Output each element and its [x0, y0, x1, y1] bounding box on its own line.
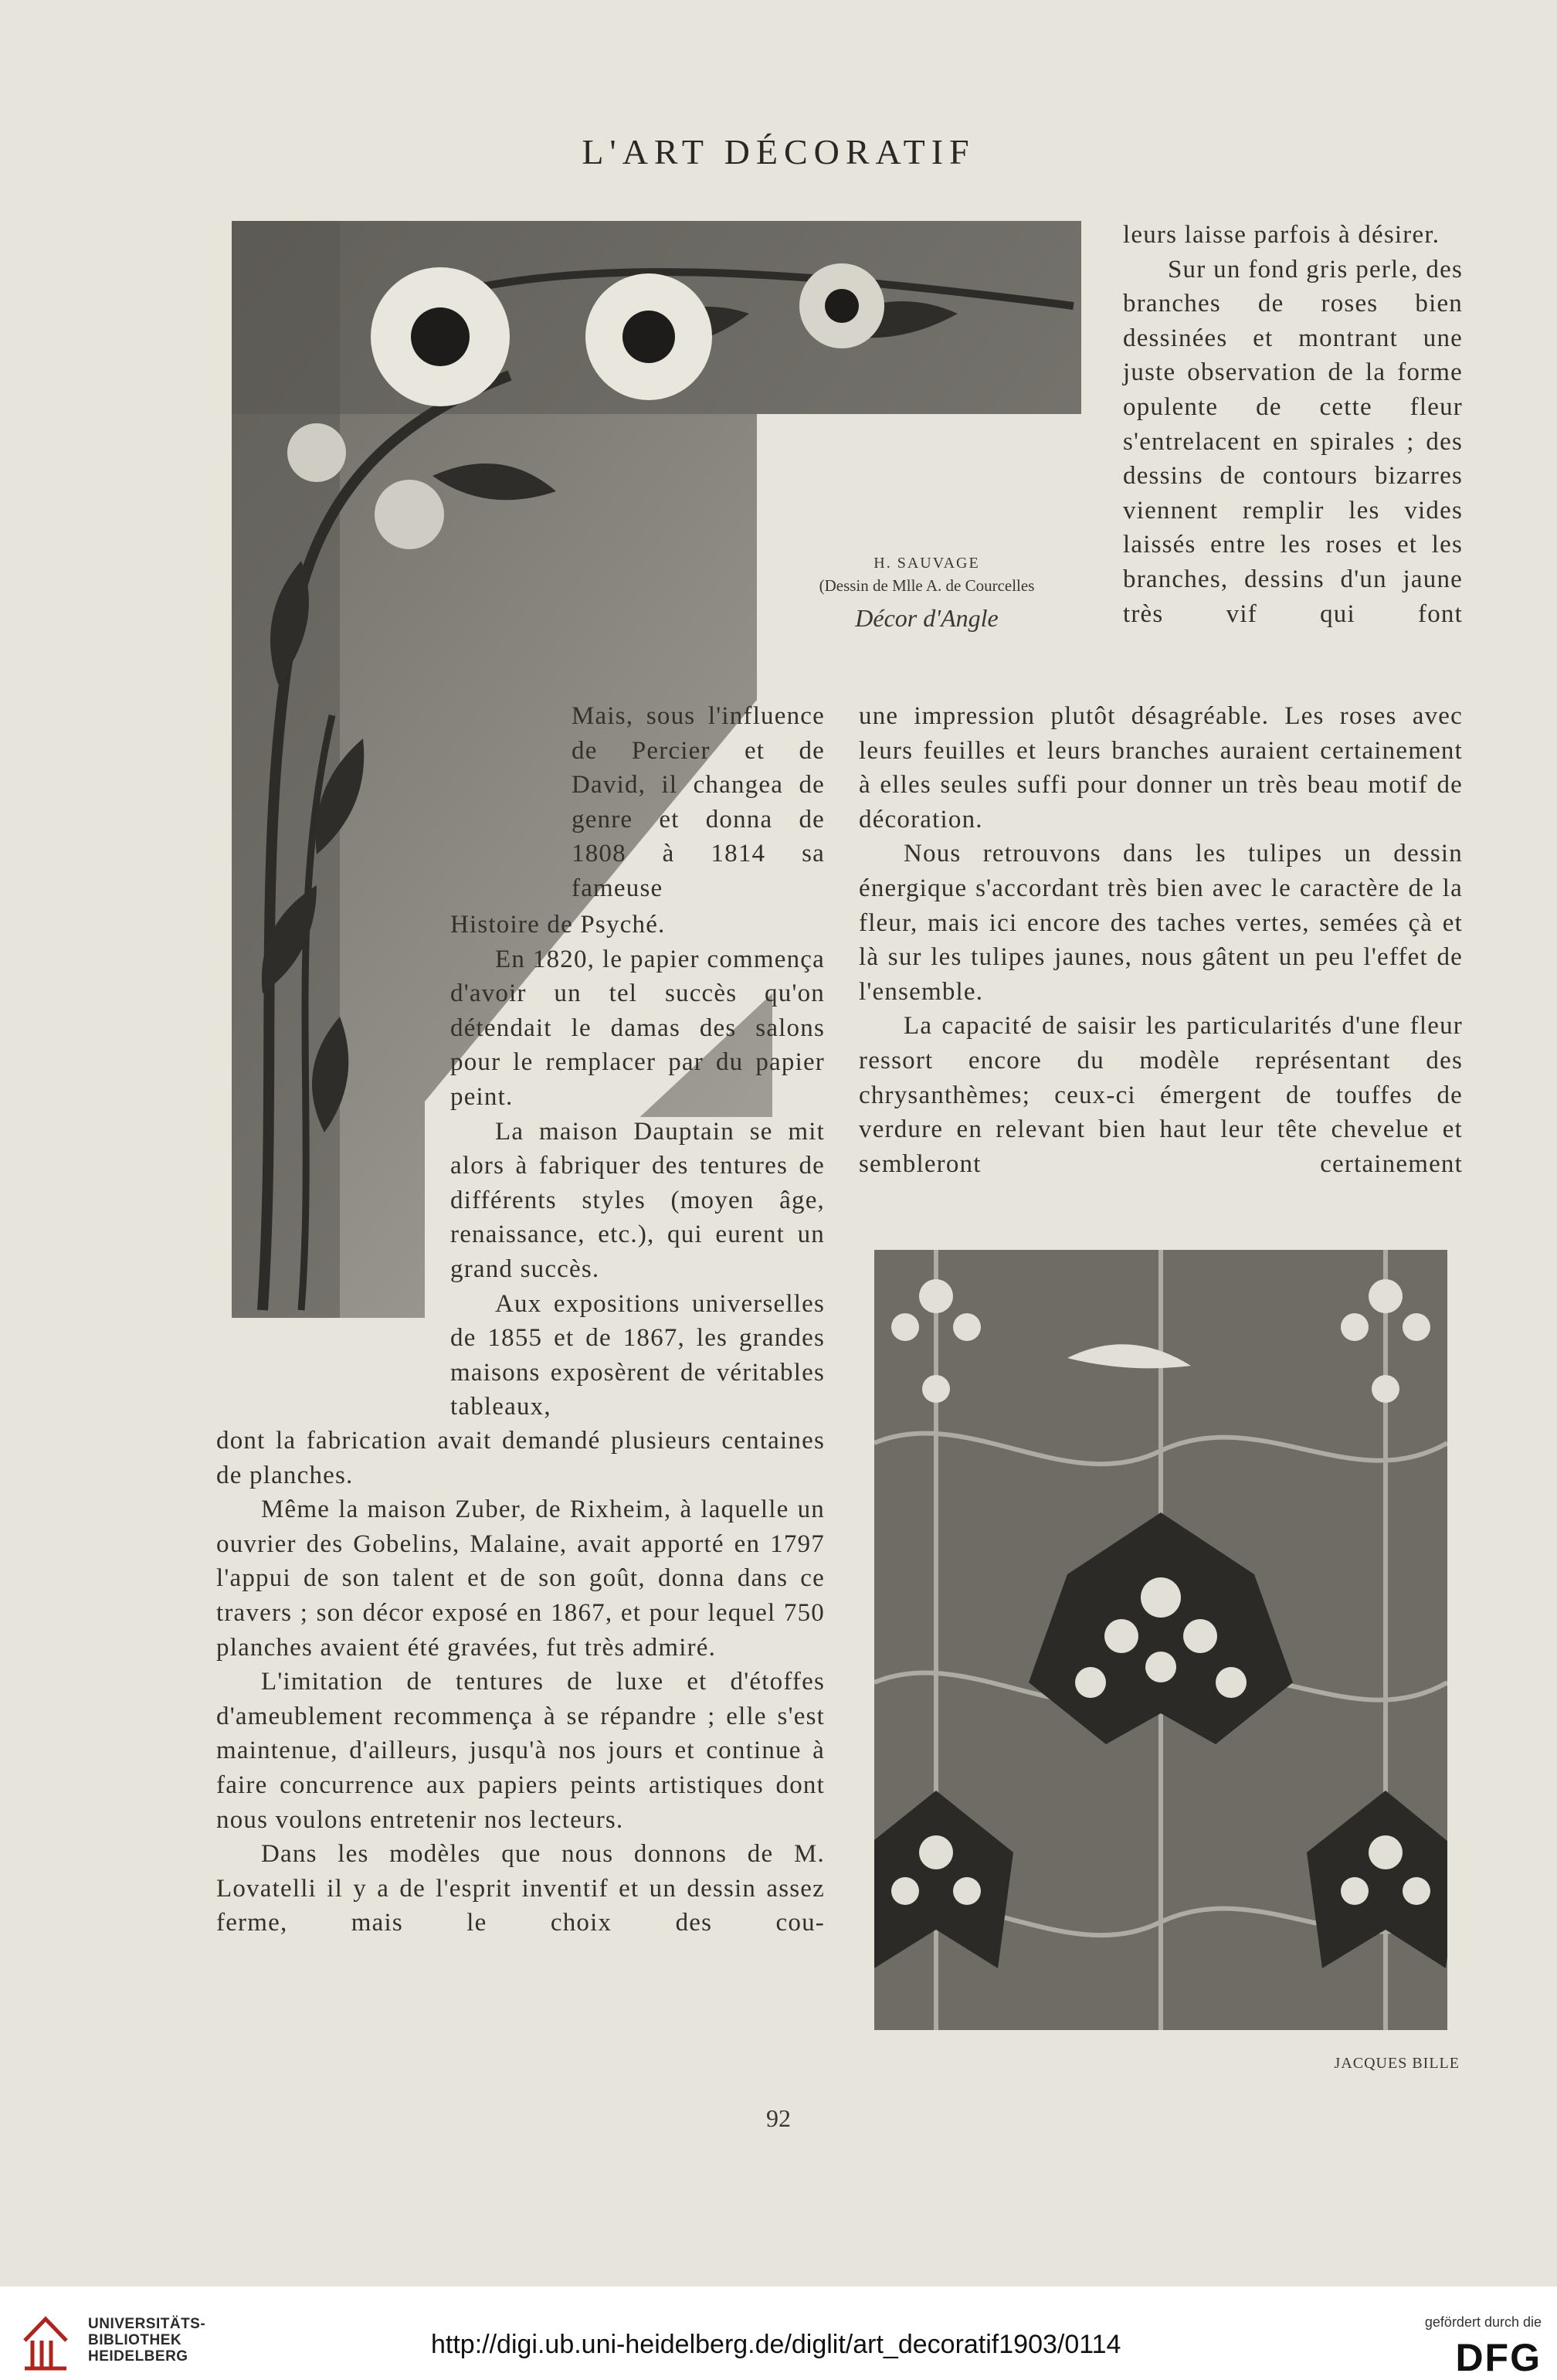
- paragraph: Même la maison Zuber, de Rixheim, à laquelle un ouvrier des Gobelins, Malaine, avait apporté en 1797 l'appui de son talent et de son goût, donna dans ce travers ; son décor exposé en 1867, et pour lequel 750 planches avaient été gravées, fut très admiré.: [216, 1496, 825, 1662]
- library-name-line: BIBLIOTHEK: [88, 2332, 182, 2348]
- paragraph: La maison Dauptain se mit alors à fabriquer des tentures de différents styles (moyen âge, renaissance, etc.), qui eurent un grand succès.: [450, 1117, 825, 1283]
- paragraph: Aux expositions universelles de 1855 et de 1867, les grandes maisons exposèrent de véritables tableaux,: [450, 1289, 825, 1421]
- corner-caption-author: H. SAUVAGE: [873, 555, 980, 572]
- paragraph: Sur un fond gris perle, des branches de roses bien dessinées et montrant une juste observation de la forme opulente de cette fleur s'entrelacent en spirales ; des dessins de contours bizarres viennent remplir les vides laissés entre les roses et les branches, dessins d'un jaune très vif qui font: [1123, 255, 1463, 628]
- pattern-caption-author: JACQUES BILLE: [1334, 2055, 1460, 2072]
- library-name-line: HEIDELBERG: [88, 2348, 188, 2365]
- text-column-left-mid: [450, 908, 825, 1424]
- paragraph: leurs laisse parfois à désirer.: [1123, 221, 1440, 249]
- paragraph: dont la fabrication avait demandé plusieurs centaines de planches.: [216, 1427, 825, 1489]
- paragraph: La capacité de saisir les particularités d'une fleur ressort encore du modèle représentant des chrysanthèmes; ceux-ci émergent de touffes de verdure en relevant bien haut leur tête chevelue et sembleront certainement: [859, 1012, 1463, 1178]
- paragraph: L'imitation de tentures de luxe et d'étoffes d'ameublement recommença à se répandre ; elle s'est maintenue, d'ailleurs, jusqu'à nos jours et continue à faire concurrence aux papiers peints artistiques dont nous voulons entretenir nos lecteurs.: [216, 1668, 825, 1834]
- paragraph: Nous retrouvons dans les tulipes un dessin énergique s'accordant très bien avec le caractère de la fleur, mais ici encore des taches vertes, semées çà et là sur les tulipes jaunes, nous gâtent un peu l'effet de l'ensemble.: [859, 840, 1463, 1006]
- page-number: 92: [766, 2104, 791, 2132]
- paragraph: Dans les modèles que nous donnons de M. Lovatelli il y a de l'esprit inventif et un dessin assez ferme, mais le choix des cou-: [216, 1840, 825, 1937]
- wallpaper-pattern-plate: [874, 1250, 1447, 2030]
- text-column-left-narrow: [572, 699, 825, 906]
- paragraph: Mais, sous l'influence de Percier et de David, il changea de genre et donna de 1808 à 1814 sa fameuse: [572, 702, 825, 902]
- wallpaper-pattern-image: [874, 1250, 1447, 2030]
- paragraph: une impression plutôt désagréable. Les roses avec leurs feuilles et leurs branches auraient certainement à elles seules suffi pour donner un très beau motif de décoration.: [859, 702, 1463, 834]
- corner-caption-credit: (Dessin de Mlle A. de Courcelles: [819, 576, 1035, 595]
- text-column-right-top: [1123, 218, 1463, 631]
- library-name-line: UNIVERSITÄTS-: [88, 2316, 206, 2332]
- text-column-left-wide: [216, 1424, 825, 1940]
- sponsor-note: gefördert durch die: [1424, 2314, 1542, 2330]
- university-library-logo-icon[interactable]: [19, 2310, 73, 2372]
- running-head: L'ART DÉCORATIF: [582, 132, 975, 171]
- corner-caption-title: Décor d'Angle: [855, 604, 999, 632]
- dfg-logo[interactable]: DFG: [1455, 2336, 1542, 2379]
- paragraph: Histoire de Psyché.: [450, 911, 666, 939]
- university-library-name[interactable]: [88, 2316, 205, 2365]
- paragraph: En 1820, le papier commença d'avoir un tel succès qu'on détendait le damas des salons pour le remplacer par du papier peint.: [450, 945, 825, 1111]
- text-column-right-wide: [859, 699, 1463, 1181]
- permalink-url[interactable]: http://digi.ub.uni-heidelberg.de/diglit/art_decoratif1903/0114: [431, 2330, 1121, 2359]
